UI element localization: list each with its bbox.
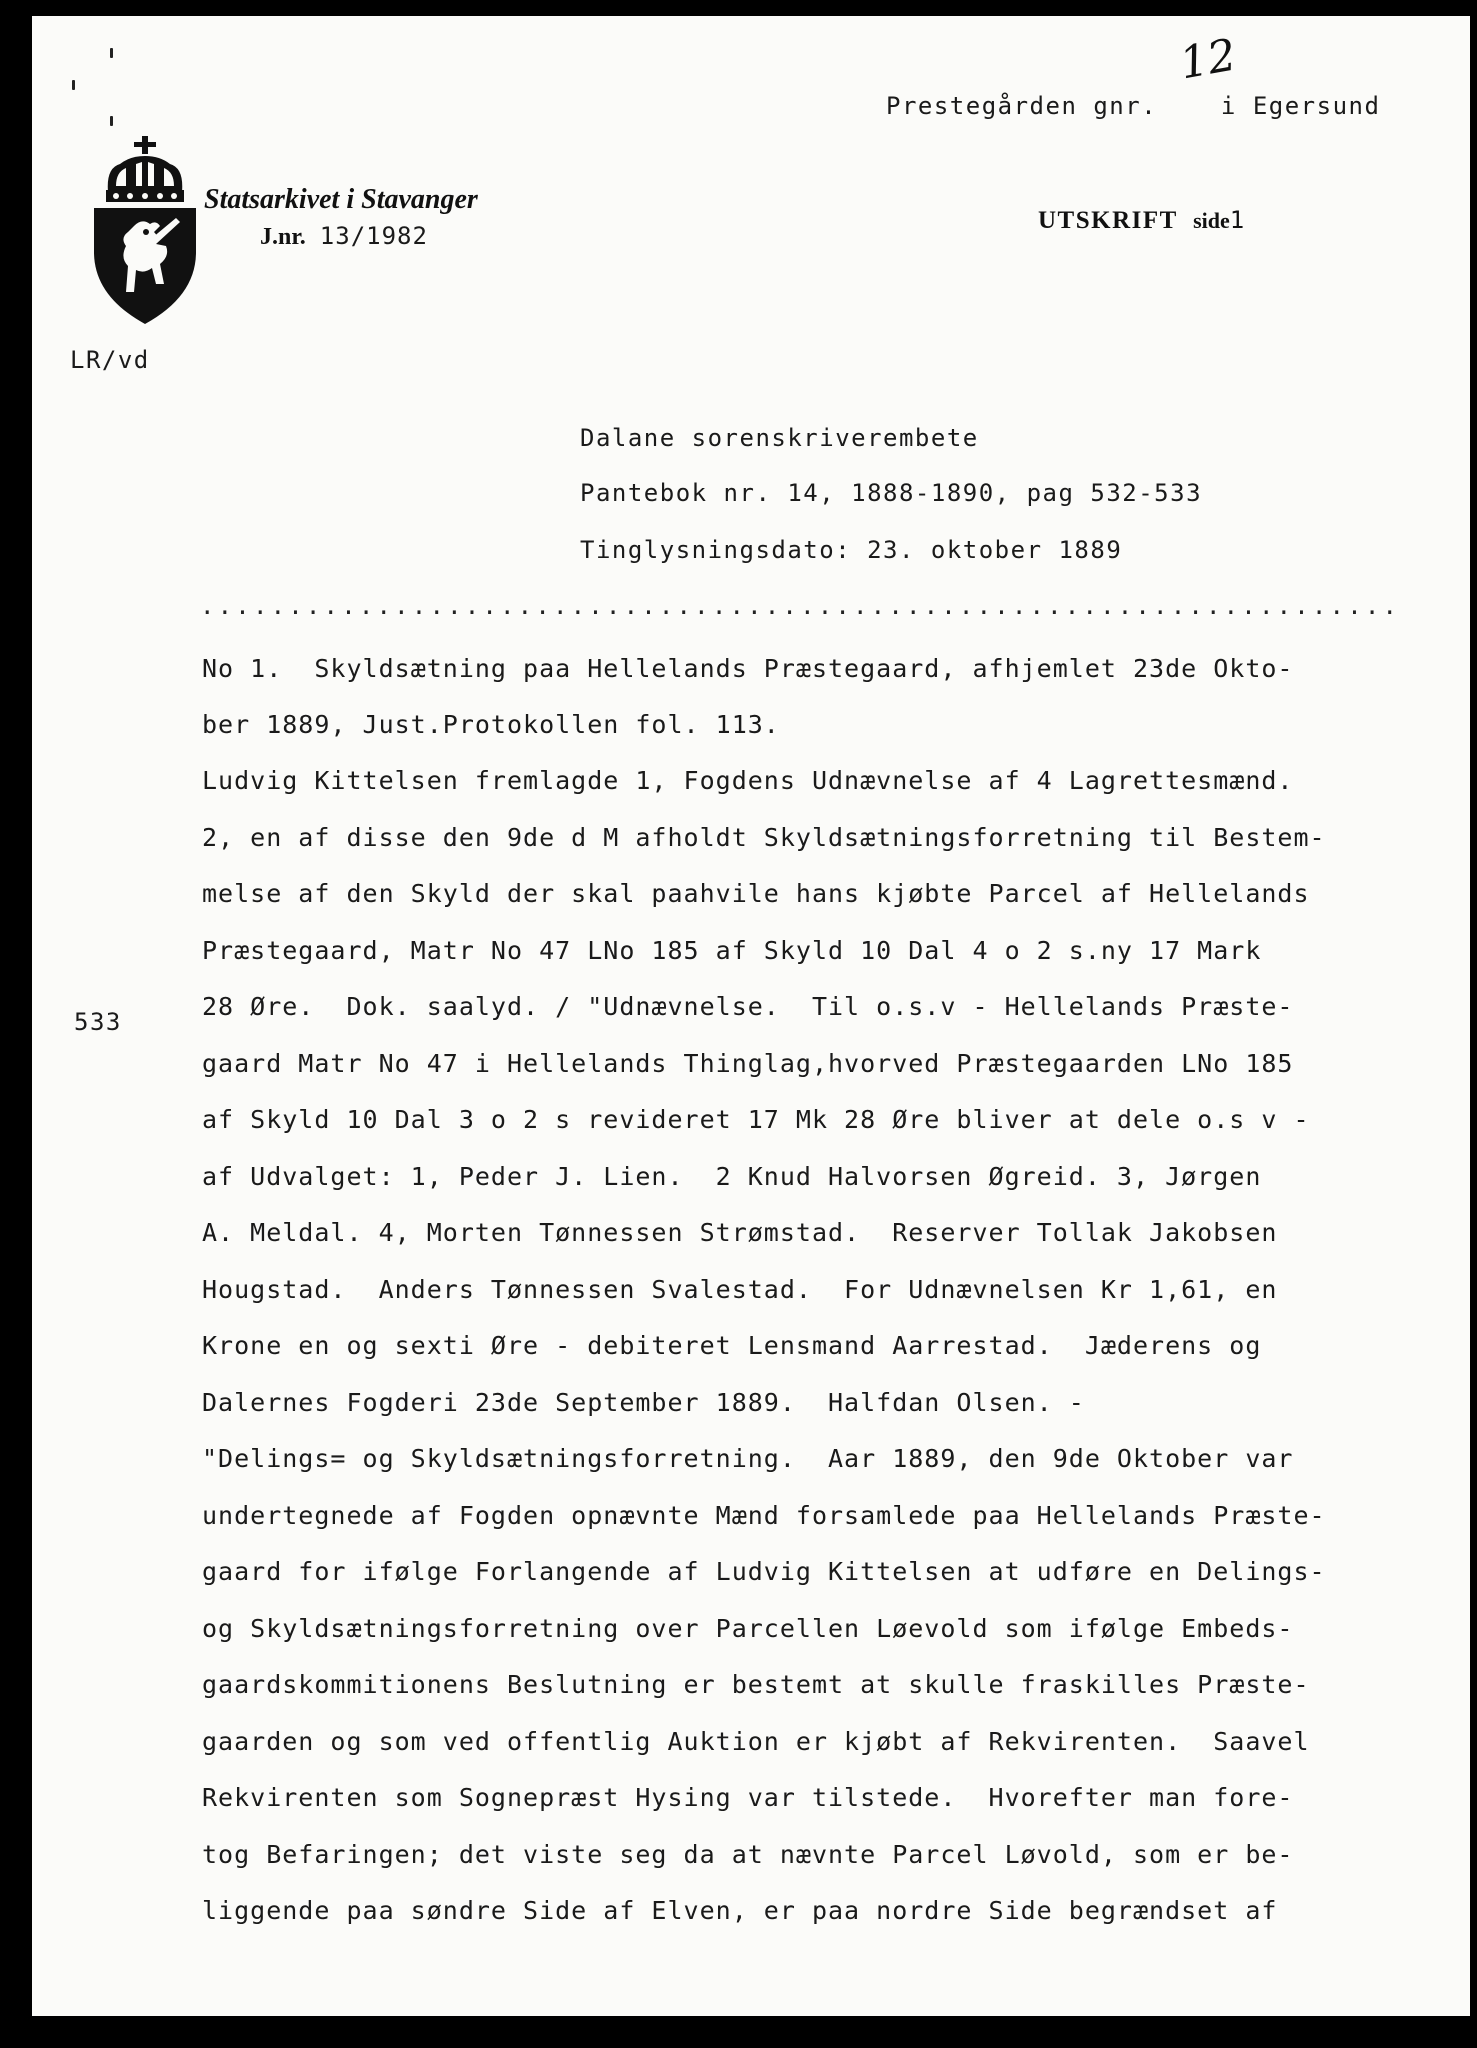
body-line: af Udvalget: 1, Peder J. Lien. 2 Knud Halvorsen Øgreid. 3, Jørgen xyxy=(202,1162,1262,1191)
clerk-initials: LR/vd xyxy=(70,346,150,374)
side-label: side xyxy=(1193,208,1230,233)
dotted-separator: .................................................................... xyxy=(200,592,1401,620)
body-line: ber 1889, Just.Protokollen fol. 113. xyxy=(202,710,780,739)
archive-name: Statsarkivet i Stavanger xyxy=(204,184,478,215)
registration-date: Tinglysningsdato: 23. oktober 1889 xyxy=(580,536,1123,564)
body-line: gaard for ifølge Forlangende af Ludvig Kittelsen at udføre en Delings- xyxy=(202,1557,1326,1586)
jnr-value: 13/1982 xyxy=(319,222,428,250)
scan-speck xyxy=(72,80,75,90)
scan-speck xyxy=(110,48,113,58)
office-name: Dalane sorenskriverembete xyxy=(580,424,979,452)
body-line: No 1. Skyldsætning paa Hellelands Præstegaard, afhjemlet 23de Okto- xyxy=(202,654,1294,683)
jnr-label: J.nr. xyxy=(260,224,306,250)
body-line: A. Meldal. 4, Morten Tønnessen Strømstad. Reserver Tollak Jakobsen xyxy=(202,1218,1278,1247)
journal-number xyxy=(260,222,428,251)
book-reference: Pantebok nr. 14, 1888-1890, pag 532-533 xyxy=(580,479,1203,507)
body-line: melse af den Skyld der skal paahvile hans kjøbte Parcel af Hellelands xyxy=(202,879,1310,908)
body-line: og Skyldsætningsforretning over Parcellen Løevold som ifølge Embeds- xyxy=(202,1614,1294,1643)
body-line: af Skyld 10 Dal 3 o 2 s revideret 17 Mk 28 Øre bliver at dele o.s v - xyxy=(202,1105,1310,1134)
body-line: Krone en og sexti Øre - debiteret Lensmand Aarrestad. Jæderens og xyxy=(202,1331,1262,1360)
body-line: gaardskommitionens Beslutning er bestemt at skulle fraskilles Præste- xyxy=(202,1670,1310,1699)
side-number: 1 xyxy=(1229,206,1246,234)
body-line: Præstegaard, Matr No 47 LNo 185 af Skyld 10 Dal 4 o 2 s.ny 17 Mark xyxy=(202,936,1262,965)
scan-speck xyxy=(110,116,113,126)
body-line: tog Befaringen; det viste seg da at nævnte Parcel Løvold, som er be- xyxy=(202,1840,1294,1869)
body-line: gaard Matr No 47 i Hellelands Thinglag,hvorved Præstegaarden LNo 185 xyxy=(202,1049,1294,1078)
body-line: Dalernes Fogderi 23de September 1889. Halfdan Olsen. - xyxy=(202,1388,1085,1417)
utskrift-heading xyxy=(1038,206,1246,235)
body-line: Hougstad. Anders Tønnessen Svalestad. For Udnævnelsen Kr 1,61, en xyxy=(202,1275,1278,1304)
body-line: liggende paa søndre Side af Elven, er paa nordre Side begrændset af xyxy=(202,1896,1278,1925)
body-line: 28 Øre. Dok. saalyd. / "Udnævnelse. Til o.s.v - Hellelands Præste- xyxy=(202,992,1294,1021)
margin-page-number: 533 xyxy=(74,1008,122,1036)
location-line: Prestegården gnr. i Egersund xyxy=(886,92,1381,120)
body-line: "Delings= og Skyldsætningsforretning. Aar 1889, den 9de Oktober var xyxy=(202,1444,1294,1473)
body-line: Rekvirenten som Sognepræst Hysing var tilstede. Hvorefter man fore- xyxy=(202,1783,1294,1812)
body-line: undertegnede af Fogden opnævnte Mænd forsamlede paa Hellelands Præste- xyxy=(202,1501,1326,1530)
handwritten-page-number: 12 xyxy=(1175,29,1241,90)
body-line: 2, en af disse den 9de d M afholdt Skyldsætningsforretning til Bestem- xyxy=(202,823,1326,852)
body-line: Ludvig Kittelsen fremlagde 1, Fogdens Udnævnelse af 4 Lagrettesmænd. xyxy=(202,766,1294,795)
coat-of-arms-icon xyxy=(90,134,200,326)
body-line: gaarden og som ved offentlig Auktion er kjøbt af Rekvirenten. Saavel xyxy=(202,1727,1310,1756)
document-page xyxy=(32,16,1470,2016)
utskrift-label: UTSKRIFT xyxy=(1038,207,1178,234)
